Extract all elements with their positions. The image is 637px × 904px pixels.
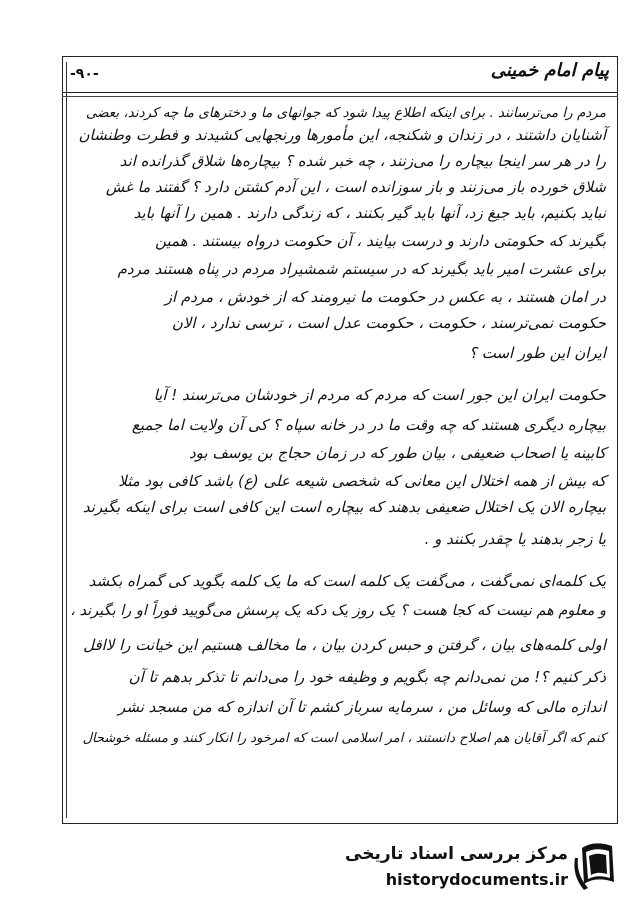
body-line: برای عشرت امیر باید بگیرند که در سیستم شمشیراد مردم در پناه هستند مردم	[117, 260, 606, 278]
body-line: ایران این طور است ؟	[469, 344, 606, 362]
page-number: -۹۰-	[70, 66, 99, 82]
frame-inner-rule	[66, 62, 67, 818]
body-line: یا زجر بدهند یا چقدر بکنند و .	[424, 530, 606, 548]
body-line: حکومت نمی‌ترسند ، حکومت ، حکومت عدل است ، ترسی ندارد ، الان	[171, 314, 606, 332]
body-line: کنم که اگر آقایان هم اصلاح دانستند ، امر اسلامی است که امرخود را انکار کنند و مسئله خوشحال	[82, 731, 606, 746]
header-divider-secondary	[62, 96, 618, 97]
body-line: آشنایان داشتند ، در زندان و شکنجه، این مأمورها ورنجهایی کشیدند و فطرت وطنشان	[78, 126, 606, 144]
body-line: حکومت ایران این جور است که مردم که مردم از خودشان می‌ترسند ! آیا	[153, 386, 606, 404]
body-line: یک کلمه‌ای نمی‌گفت ، می‌گفت یک کلمه است که ما یک کلمه بگوید کی گمراه بکشد	[88, 572, 606, 590]
body-line: بیچاره دیگری هستند که چه وقت ما در در خانه سپاه ؟ کی آن ولایت اما جمیع	[131, 416, 606, 434]
body-line: و معلوم هم نیست که کجا هست ؟ یک روز یک دکه یک پرسش می‌گویید فوراً او را بگیرند ،	[70, 603, 606, 619]
body-line: ذکر کنیم ؟! من نمی‌دانم چه بگویم و وظیفه خود را می‌دانم تا تذکر بدهم تا آن	[128, 668, 606, 686]
watermark-title: مرکز بررسی اسناد تاریخی	[345, 844, 568, 864]
book-seal-icon	[574, 838, 622, 894]
body-line: مردم را می‌ترسانند . برای اینکه اطلاع پیدا شود که جوانهای ما و دخترهای ما چه کردند، بعضی	[85, 105, 606, 121]
body-line: در امان هستند ، به عکس در حکومت ما نیرومند که از خودش ، مردم از	[164, 288, 606, 306]
body-line: نباید بکنیم، باید جیغ زد، آنها باید گیر بکنند ، که زندگی دارند . همین را آنها باید	[133, 204, 606, 222]
header-divider	[62, 92, 618, 93]
body-line: کابینه یا اصحاب ضعیفی ، بیان طور که در زمان حجاج بن یوسف بود	[188, 444, 606, 462]
body-line: که بیش از همه اختلال این معانی که شخصی شیعه علی (ع) باشد کافی بود مثلا	[118, 472, 606, 490]
body-line: اولی کلمه‌های بیان ، گرفتن و حبس کردن بیان ، ما مخالف هستیم این خیانت را لااقل	[83, 636, 606, 654]
page-header-title: پیام امام خمینی	[490, 60, 609, 81]
body-line: بگیرند که حکومتی دارند و درست بیایند ، آن حکومت درواه بیستند . همین	[155, 232, 606, 250]
watermark	[340, 836, 630, 896]
watermark-url: historydocuments.ir	[385, 870, 568, 889]
handwritten-body	[68, 100, 612, 820]
body-line: شلاق خورده باز می‌زنند و باز سوزانده است ، این آدم کشتن دارد ؟ گفتند ما غش	[105, 178, 606, 196]
body-line: را در هر سر اینجا بیچاره را می‌زنند ، چه خبر شده ؟ بیچاره‌ها شلاق گذرانده اند	[119, 152, 606, 170]
body-line: بیچاره الان یک اختلال ضعیفی بدهند که بیچاره است این کافی است برای اینکه بگیرند	[82, 498, 606, 516]
body-line: اندازه مالی که وسائل من ، سرمایه سرباز کشم تا آن اندازه که من مسجد نشر	[118, 698, 606, 716]
